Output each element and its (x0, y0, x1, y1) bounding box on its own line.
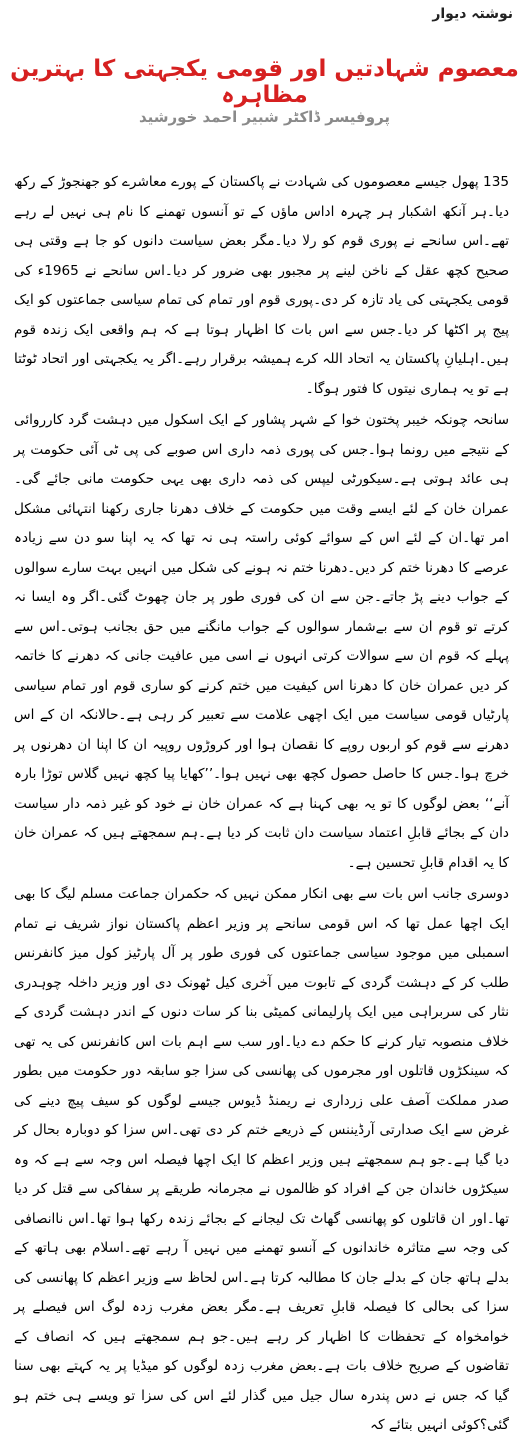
author-byline: پروفیسر ڈاکٹر شبیر احمد خورشید (138, 108, 391, 126)
article-headline: معصوم شہادتیں اور قومی یکجہتی کا بہترین مظاہرہ (10, 56, 519, 108)
article-paragraph-2: سانحہ چونکہ خیبر پختون خوا کے شہر پشاور کے ایک اسکول میں دہشت گرد کارروائی کے نتیجے میں رونما ہوا۔جس کی پوری ذمہ داری اس صوبے کی پی ٹی آئی حکومت پر ہی عائد ہوتی ہے۔سیکورٹی لیپس کی ذمہ داری بھی یہی حکومت مانی جائے گی۔عمران خان کے لئے ایسے وقت میں حکومت کے خلاف دھرنا جاری رکھنا انتہائی مشکل امر تھا۔ان کے لئے اس کے سوائے کوئی راستہ ہی نہ تھا کہ یہ اپنا سو دن سے زیادہ عرصے کا دھرنا ختم کر دیں۔دھرنا ختم نہ ہونے کی شکل میں انہیں بہت سارے سوالوں کے جواب دینے پڑ جاتے۔جن سے ان کی فوری طور پر جان چھوٹ گئی۔اگر وہ ایسا نہ کرتے تو قوم ان سے بےشمار سوالوں کے جواب مانگنے میں حق بجانب ہوتی۔اس سے پہلے کہ قوم ان سے سوالات کرتی انہوں نے اسی میں عافیت جانی کہ دھرنے کا خاتمہ کر دیں عمران خان کا دھرنا اس کیفیت میں ختم کرنے کو ساری قوم اور تمام سیاسی پارٹیاں قومی سیاست میں ایک اچھی علامت سے تعبیر کر رہی ہے۔حالانکہ ان کے اس دھرنے سے قوم کو اربوں روپے کا نقصان ہوا اور کروڑوں روپیہ ان کا اپنا ان دھرنوں پر خرچ ہوا۔جس کا حاصل حصول کچھ بھی نہیں ہوا۔’’کھایا پیا کچھ نہیں گلاس توڑا بارہ آنے‘‘ بعض لوگوں کا تو یہ بھی کہنا ہے کہ عمران خان نے خود کو غیر ذمہ دار سیاست دان کے بجائے قابلِ اعتماد سیاست دان ثابت کر دیا ہے۔ہم سمجھتے ہیں کہ عمران خان کا یہ اقدام قابلِ تحسین ہے۔ (14, 412, 509, 871)
article-paragraph-3: دوسری جانب اس بات سے بھی انکار ممکن نہیں کہ حکمران جماعت مسلم لیگ کا بھی ایک اچھا عمل تھا کہ اس قومی سانحے پر وزیر اعظم پاکستان نواز شریف نے تمام اسمبلی میں موجود سیاسی جماعتوں کی فوری طور پر آل پارٹیز کول میز کانفرنس طلب کر کے دہشت گردی کے تابوت میں آخری کیل ٹھونک دی اور وزیر داخلہ چوہدری نثار کی سربراہی میں ایک پارلیمانی کمیٹی بنا کر سات دنوں کے اندر دہشت گردی کے خلاف منصوبہ تیار کرنے کا حکم دے دیا۔اور سب سے اہم بات اس کانفرنس کی یہ تھی کہ سینکڑوں قاتلوں اور مجرموں کی پھانسی کی سزا جو سابقہ دور حکومت میں بطور صدر مملکت آصف علی زرداری نے ریمنڈ ڈیوس جیسے لوگوں کو سیف پیچ دینے کی غرض سے ایک صدارتی آرڈیننس کے ذریعے ختم کر دی تھی۔اس سزا کو دوبارہ بحال کر دیا گیا ہے۔جو ہم سمجھتے ہیں وزیر اعظم کا ایک اچھا فیصلہ اس وجہ سے ہے کہ وہ سیکڑوں خاندان جن کے افراد کو ظالموں نے مجرمانہ طریقے پر سفاکی سے قتل کر دیا تھا۔اور ان قاتلوں کو پھانسی گھاٹ تک لیجانے کے بجائے زندہ رکھا ہوا تھا۔اس ناانصافی کی وجہ سے متاثرہ خاندانوں کے آنسو تھمنے میں نہیں آ رہے تھے۔اسلام بھی ہاتھ کے بدلے ہاتھ جان کے بدلے جان کا مطالبہ کرتا ہے۔اس لحاظ سے وزیر اعظم کا پھانسی کی سزا کی بحالی کا فیصلہ قابلِ تعریف ہے۔مگر بعض مغرب زدہ لوگ اس فیصلے پر خوامخواہ کے تحفظات کا اظہار کر رہے ہیں۔جو ہم سمجھتے ہیں کہ انصاف کے تقاضوں کے صریح خلاف بات ہے۔بعض مغرب زدہ لوگوں کو میڈیا پر یہ کہتے بھی سنا گیا کہ جس نے دس پندرہ سال جیل میں گذار لئے اس کی سزا تو ویسے ہی ختم ہو گئی؟کوئی انہیں بتائے کہ (14, 886, 509, 1433)
article-body (14, 168, 509, 1443)
column-label: نوشتہ دیوار (432, 6, 513, 22)
article-paragraph-1: 135 پھول جیسے معصوموں کی شہادت نے پاکستان کے پورے معاشرے کو جھنجوڑ کے رکھ دیا۔ہر آنکھ اشکبار ہر چہرہ اداس ماؤں کے تو آنسوں تھمنے کا نام ہی نہیں لے رہے تھے۔اس سانحے نے پوری قوم کو رلا دیا۔مگر بعض سیاست دانوں کو جا ہے وقتی ہی صحیح کچھ عقل کے ناخن لینے پر مجبور بھی ضرور کر دیا۔اس سانحے نے 1965ء کی قومی یکجہتی کی یاد تازہ کر دی۔پوری قوم اور تمام کی تمام سیاسی جماعتوں کو ایک پیج پر اکٹھا کر دیا۔جس سے اس بات کا اظہار ہوتا ہے کہ ہم واقعی ایک زندہ قوم ہیں۔اہلیانِ پاکستان یہ اتحاد اللہ کرے ہمیشہ برقرار رہے۔اگر یہ یکجہتی اور اتحاد ٹوٹتا ہے تو یہ ہماری نیتوں کا فتور ہوگا۔ (14, 174, 510, 397)
